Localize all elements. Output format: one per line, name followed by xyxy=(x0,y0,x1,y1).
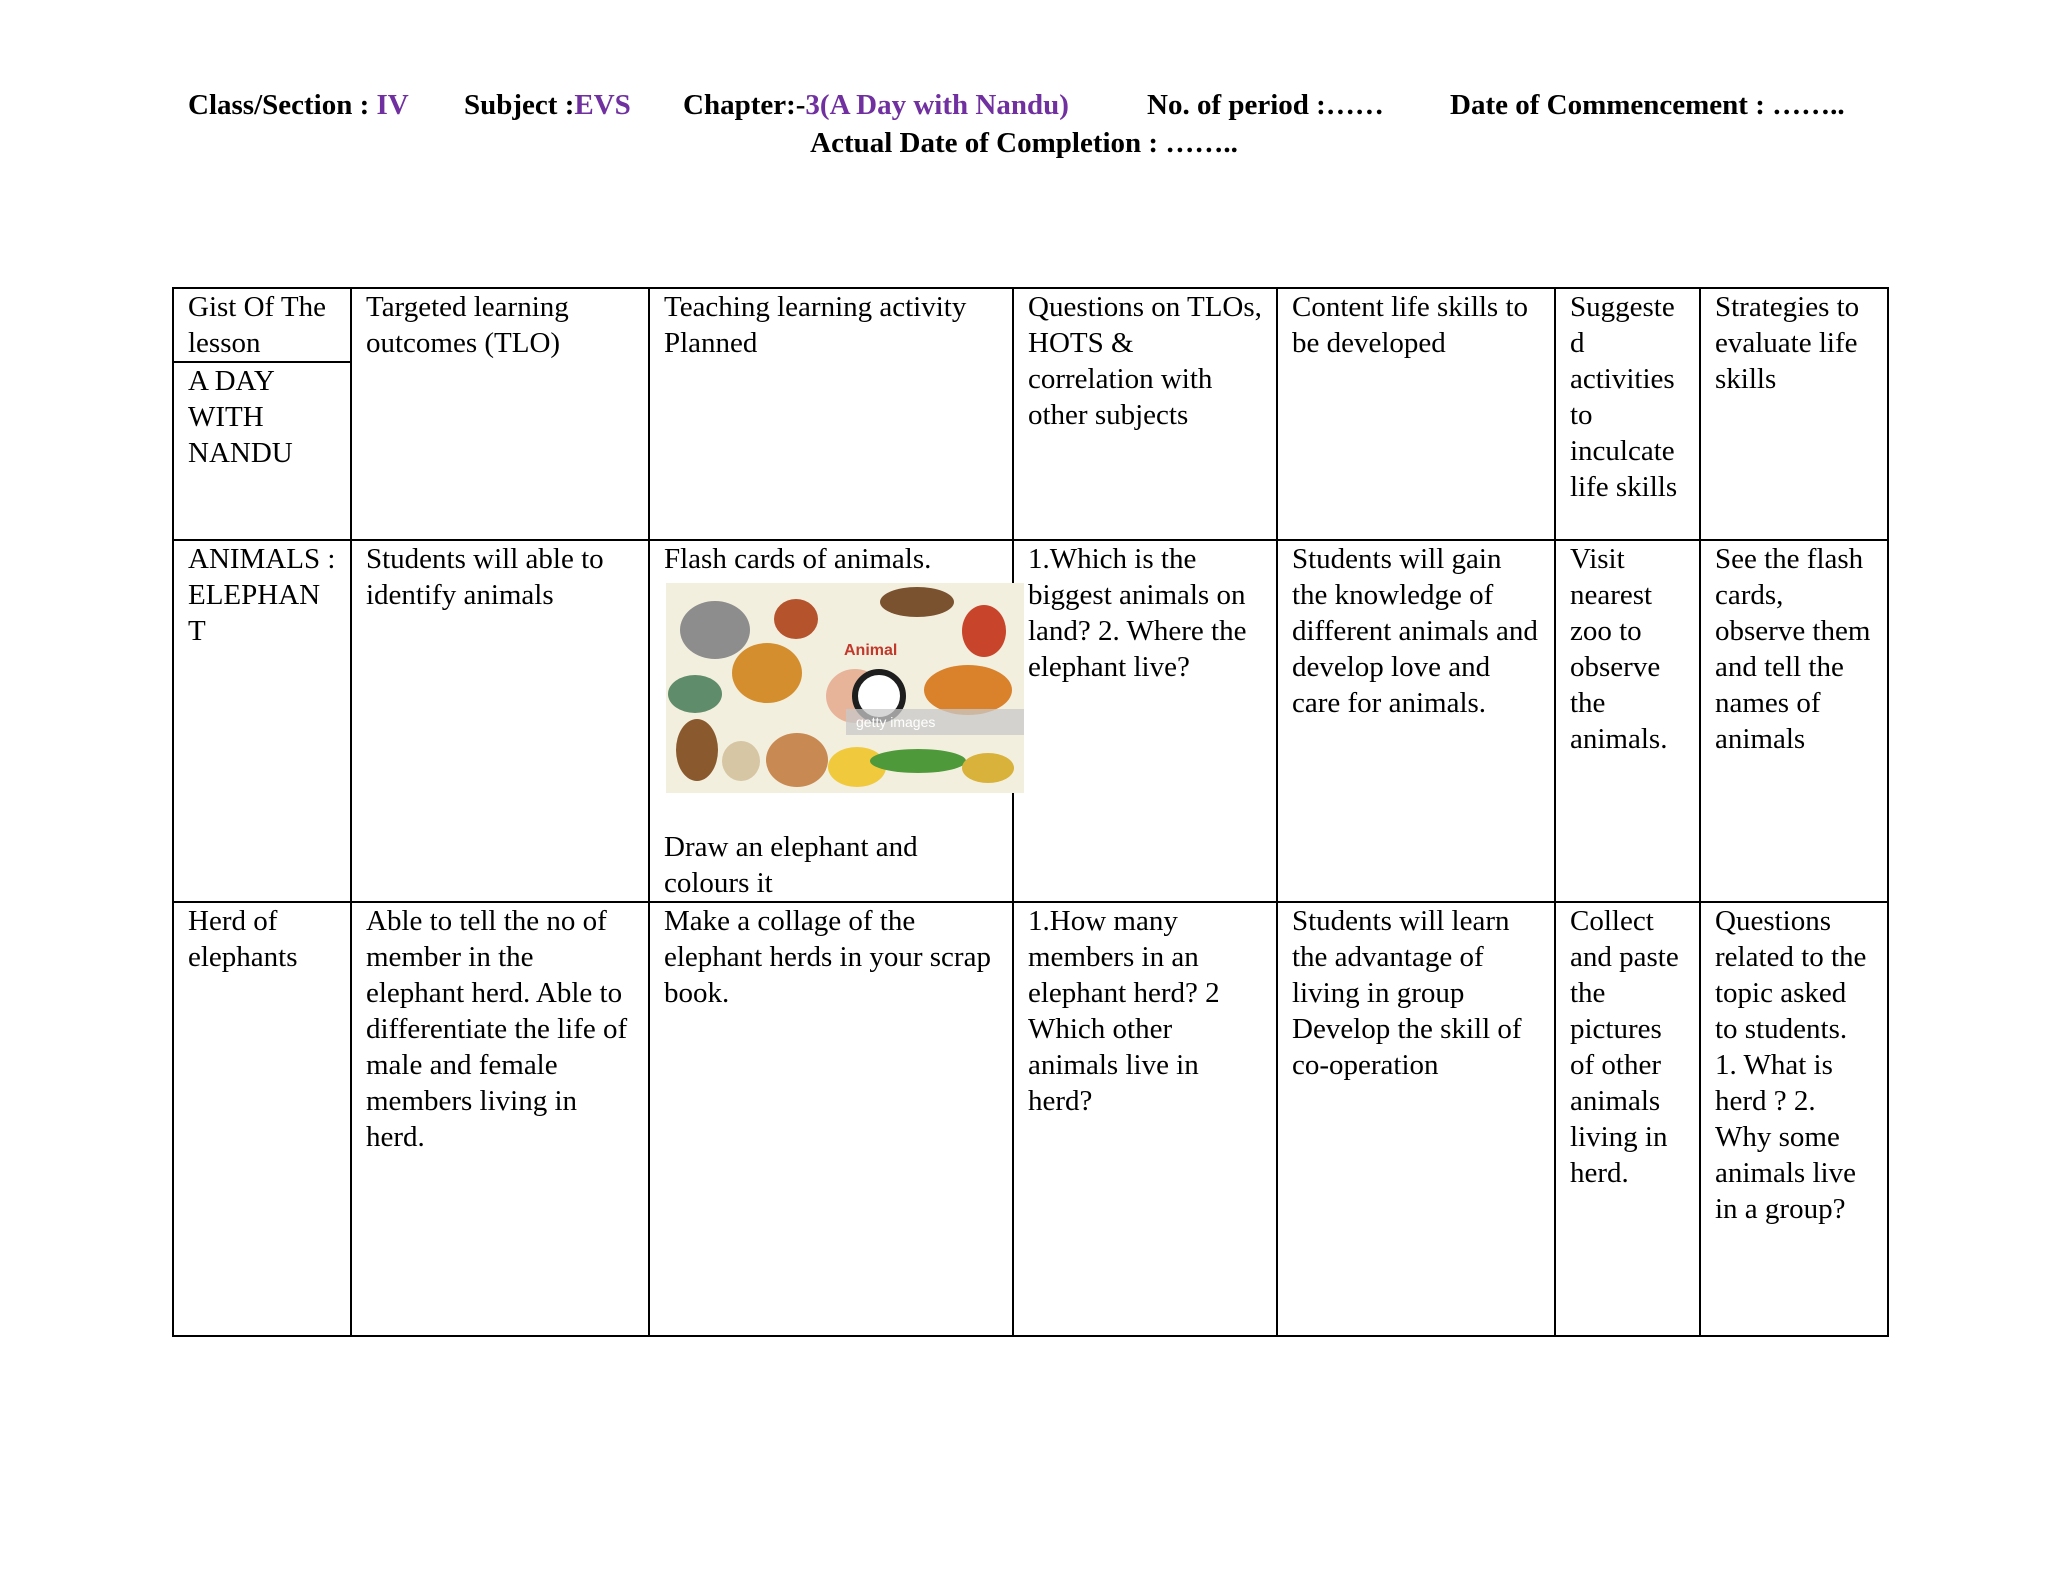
row1-activity-bottom: Draw an elephant and colours it xyxy=(664,831,918,899)
dog-shape xyxy=(766,733,828,787)
row1-suggested: Visit nearest zoo to observe the animals. xyxy=(1555,540,1700,902)
row1-questions: 1.Which is the biggest animals on land? 2. Where the elephant live? xyxy=(1013,540,1277,902)
row2-activity: Make a collage of the elephant herds in your scrap book. xyxy=(649,902,1013,1336)
header-line-1 xyxy=(0,86,2048,124)
row2-questions: 1.How many members in an elephant herd? 2 Which other animals live in herd? xyxy=(1013,902,1277,1336)
row2-gist: Herd of elephants xyxy=(173,902,351,1336)
snail-shape xyxy=(962,753,1014,783)
owl-shape xyxy=(722,741,760,781)
flashcard-title: Animal xyxy=(844,642,898,659)
row1-tlo: Students will able to identify animals xyxy=(351,540,649,902)
row2-tlo: Able to tell the no of member in the elephant herd. Able to differentiate the life of male and female members living in herd. xyxy=(351,902,649,1336)
animals-flashcard-image xyxy=(666,583,1024,793)
table-row xyxy=(173,540,1888,902)
header-questions: Questions on TLOs, HOTS & correlation with other subjects xyxy=(1013,288,1277,540)
rooster-shape xyxy=(962,605,1006,657)
date-of-commencement: Date of Commencement : …….. xyxy=(1450,89,1845,121)
tiger-shape xyxy=(924,665,1012,715)
header-gist-label: Gist Of The lesson xyxy=(174,289,350,363)
chapter: Chapter:-3(A Day with Nandu) xyxy=(683,89,1069,121)
class-section: Class/Section : IV xyxy=(188,89,409,121)
header-strategies: Strategies to evaluate life skills xyxy=(1700,288,1888,540)
lesson-plan-table xyxy=(172,287,1889,1337)
monkey-shape xyxy=(676,719,718,781)
header-activity: Teaching learning activity Planned xyxy=(649,288,1013,540)
row2-suggested: Collect and paste the pictures of other animals living in herd. xyxy=(1555,902,1700,1336)
turtle-shape xyxy=(668,675,722,713)
eagle-shape xyxy=(880,587,954,617)
elephant-shape xyxy=(680,601,750,659)
crocodile-shape xyxy=(870,749,966,773)
table-row xyxy=(173,902,1888,1336)
row2-content: Students will learn the advantage of living in group Develop the skill of co-operation xyxy=(1277,902,1555,1336)
row1-activity xyxy=(649,540,1013,902)
header-tlo: Targeted learning outcomes (TLO) xyxy=(351,288,649,540)
number-of-period: No. of period :…… xyxy=(1147,89,1384,121)
lion-shape xyxy=(732,643,802,703)
red-panda-shape xyxy=(774,599,818,639)
row2-strategies: Questions related to the topic asked to students. 1. What is herd ? 2. Why some animals live in a group? xyxy=(1700,902,1888,1336)
header-content: Content life skills to be developed xyxy=(1277,288,1555,540)
image-watermark: getty images xyxy=(846,709,1024,735)
subject: Subject :EVS xyxy=(464,89,631,121)
header-gist-title: A DAY WITH NANDU xyxy=(188,365,293,469)
table-header-row xyxy=(173,288,1888,540)
header-suggested: Suggeste d activities to inculcate life skills xyxy=(1555,288,1700,540)
actual-date-of-completion: Actual Date of Completion : …….. xyxy=(810,127,1238,159)
document-header xyxy=(0,86,2048,162)
row1-content: Students will gain the knowledge of different animals and develop love and care for animals. xyxy=(1277,540,1555,902)
row1-strategies: See the flash cards, observe them and tell the names of animals xyxy=(1700,540,1888,902)
header-gist xyxy=(173,288,351,540)
row1-activity-top: Flash cards of animals. xyxy=(664,543,932,575)
row1-gist: ANIMALS : ELEPHAN T xyxy=(173,540,351,902)
